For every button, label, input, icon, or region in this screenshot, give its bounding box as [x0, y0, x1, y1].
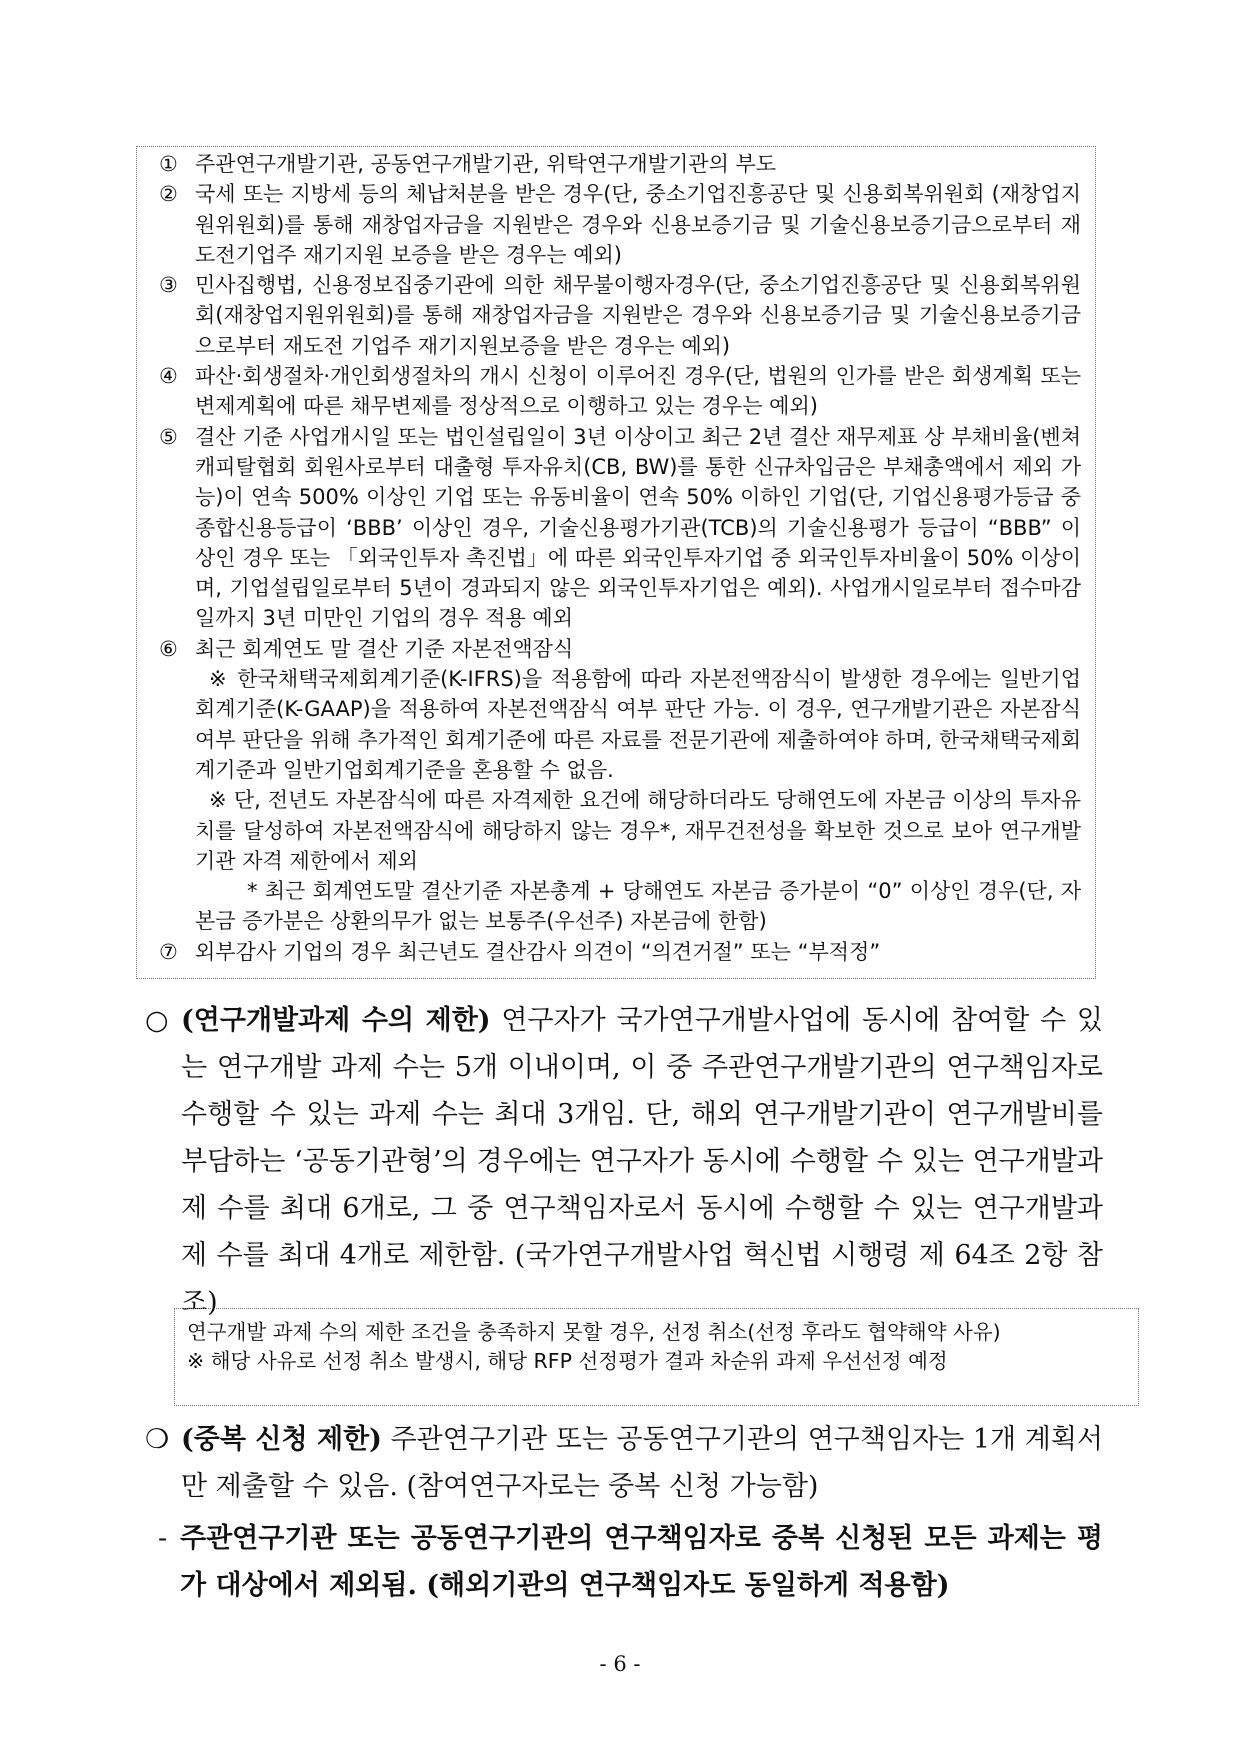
note-kifrs: ※ 한국채택국제회계기준(K-IFRS)을 적용함에 따라 자본전액잠식이 발생한 경우에는 일반기업회계기준(K-GAAP)을 적용하여 자본전액잠식 여부 판단 가능. 이 경우, 연구개발기관은 자본잠식 여부 판단을 위해 추가적인 회계기준에 따른 자료를 전문기관에 제출하여야 하며, 한국채택국제회계기준과 일반기업회계기준을 혼용할 수 없음. [195, 667, 1081, 782]
section-title: (연구개발과제 수의 제한) [181, 1005, 491, 1036]
dash-marker: - [158, 1523, 168, 1554]
section-duplicate-limit [145, 1416, 1103, 1510]
item-number: ② [159, 182, 178, 207]
item-number: ③ [159, 273, 178, 298]
item-text: 민사집행법, 신용정보집중기관에 의한 채무불이행자경우(단, 중소기업진흥공단 및 신용회복위원회(재창업지원위원회)를 통해 재창업자금을 지원받은 경우와 신용보증기금 및 기술신용보증기금으로부터 재도전 기업주 재기지원보증을 받은 경우는 예외) [195, 273, 1081, 358]
item-number: ⑥ [159, 636, 178, 661]
item-number: ① [159, 152, 178, 176]
note-capital-exception: ※ 단, 전년도 자본잠식에 따른 자격제한 요건에 해당하더라도 당해연도에 자본금 이상의 투자유치를 달성하여 자본전액잠식에 해당하지 않는 경우*, 재무건전성을 확보한 것으로 보아 연구개발기관 자격 제한에서 제외 [195, 788, 1081, 873]
note-capital-definition: * 최근 회계연도말 결산기준 자본총계 + 당해연도 자본금 증가분이 “0” 이상인 경우(단, 자본금 증가분은 상환의무가 없는 보통주(우선주) 자본금에 한함) [195, 879, 1081, 934]
item-number: ④ [159, 364, 178, 389]
item-text: 외부감사 기업의 경우 최근년도 결산감사 의견이 “의견거절” 또는 “부적정” [195, 939, 881, 964]
bullet-icon: ❍ [145, 1424, 170, 1455]
section-body: 주관연구기관 또는 공동연구기관의 연구책임자는 1개 계획서만 제출할 수 있음. (참여연구자로는 중복 신청 가능함) [181, 1424, 1103, 1502]
item-text: 파산·회생절차·개인회생절차의 개시 신청이 이루어진 경우(단, 법원의 인가를 받은 회생계획 또는 변제계획에 따른 채무변제를 정상적으로 이행하고 있는 경우는 예외) [195, 364, 1081, 419]
item-text: 국세 또는 지방세 등의 체납처분을 받은 경우(단, 중소기업진흥공단 및 신용회복위원회 (재창업지원위원회)를 통해 재창업자금을 지원받은 경우와 신용보증기금 및 기술신용보증기금으로부터 재도전기업주 재기지원 보증을 받은 경우는 예외) [195, 182, 1081, 267]
criteria-item-2 [159, 179, 1081, 270]
item-text: 최근 회계연도 말 결산 기준 자본전액잠식 [195, 636, 574, 661]
criteria-item-1 [159, 149, 1081, 179]
item-number: ⑦ [159, 939, 178, 964]
section-body-bold: 주관연구기관 또는 공동연구기관의 연구책임자로 중복 신청된 모든 과제는 평가 대상에서 제외됨. (해외기관의 연구책임자도 동일하게 적용함) [180, 1523, 1103, 1601]
item-text: 주관연구개발기관, 공동연구개발기관, 위탁연구개발기관의 부도 [195, 152, 777, 176]
disqualification-criteria-box [136, 146, 1096, 979]
criteria-item-4 [159, 361, 1081, 422]
note-line: ※ 해당 사유로 선정 취소 발생시, 해당 RFP 선정평가 결과 차순위 과제 우선선정 예정 [187, 1349, 948, 1373]
bullet-icon: ○ [145, 1005, 169, 1036]
selection-cancel-note-box [174, 1308, 1139, 1406]
criteria-item-6 [159, 634, 1081, 664]
section-duplicate-exclusion [158, 1515, 1103, 1609]
section-title: (중복 신청 제한) [181, 1424, 382, 1455]
note-line: 연구개발 과제 수의 제한 조건을 충족하지 못할 경우, 선정 취소(선정 후라도 협약해약 사유) [187, 1320, 1001, 1344]
page-number: - 6 - [599, 1652, 641, 1676]
criteria-item-5 [159, 422, 1081, 634]
item-number: ⑤ [159, 424, 178, 449]
section-project-limit [145, 997, 1103, 1326]
section-body: 연구자가 국가연구개발사업에 동시에 참여할 수 있는 연구개발 과제 수는 5개 이내이며, 이 중 주관연구개발기관의 연구책임자로 수행할 수 있는 과제 수는 최대 3개임. 단, 해외 연구개발기관이 연구개발비를 부담하는 ‘공동기관형’의 경우에는 연구자가 동시에 수행할 수 있는 연구개발과제 수를 최대 6개로, 그 중 연구책임자로서 동시에 수행할 수 있는 연구개발과제 수를 최대 4개로 제한함. (국가연구개발사업 혁신법 시행령 제 64조 2항 참조) [181, 1005, 1104, 1318]
criteria-item-7 [159, 937, 1081, 967]
criteria-item-3 [159, 270, 1081, 361]
item-text: 결산 기준 사업개시일 또는 법인설립일이 3년 이상이고 최근 2년 결산 재무제표 상 부채비율(벤쳐캐피탈협회 회원사로부터 대출형 투자유치(CB, BW)를 통한 신규차입금은 부채총액에서 제외 가능)이 연속 500% 이상인 기업 또는 유동비율이 연속 50% 이하인 기업(단, 기업신용평가등급 중 종합신용등급이 ‘BBB’ 이상인 경우, 기술신용평가기관(TCB)의 기술신용평가 등급이 “BBB” 이상인 경우 또는 「외국인투자 촉진법」에 따른 외국인투자기업 중 외국인투자비율이 50% 이상이며, 기업설립일로부터 5년이 경과되지 않은 외국인투자기업은 예외). 사업개시일로부터 접수마감일까지 3년 미만인 기업의 경우 적용 예외 [195, 424, 1081, 631]
